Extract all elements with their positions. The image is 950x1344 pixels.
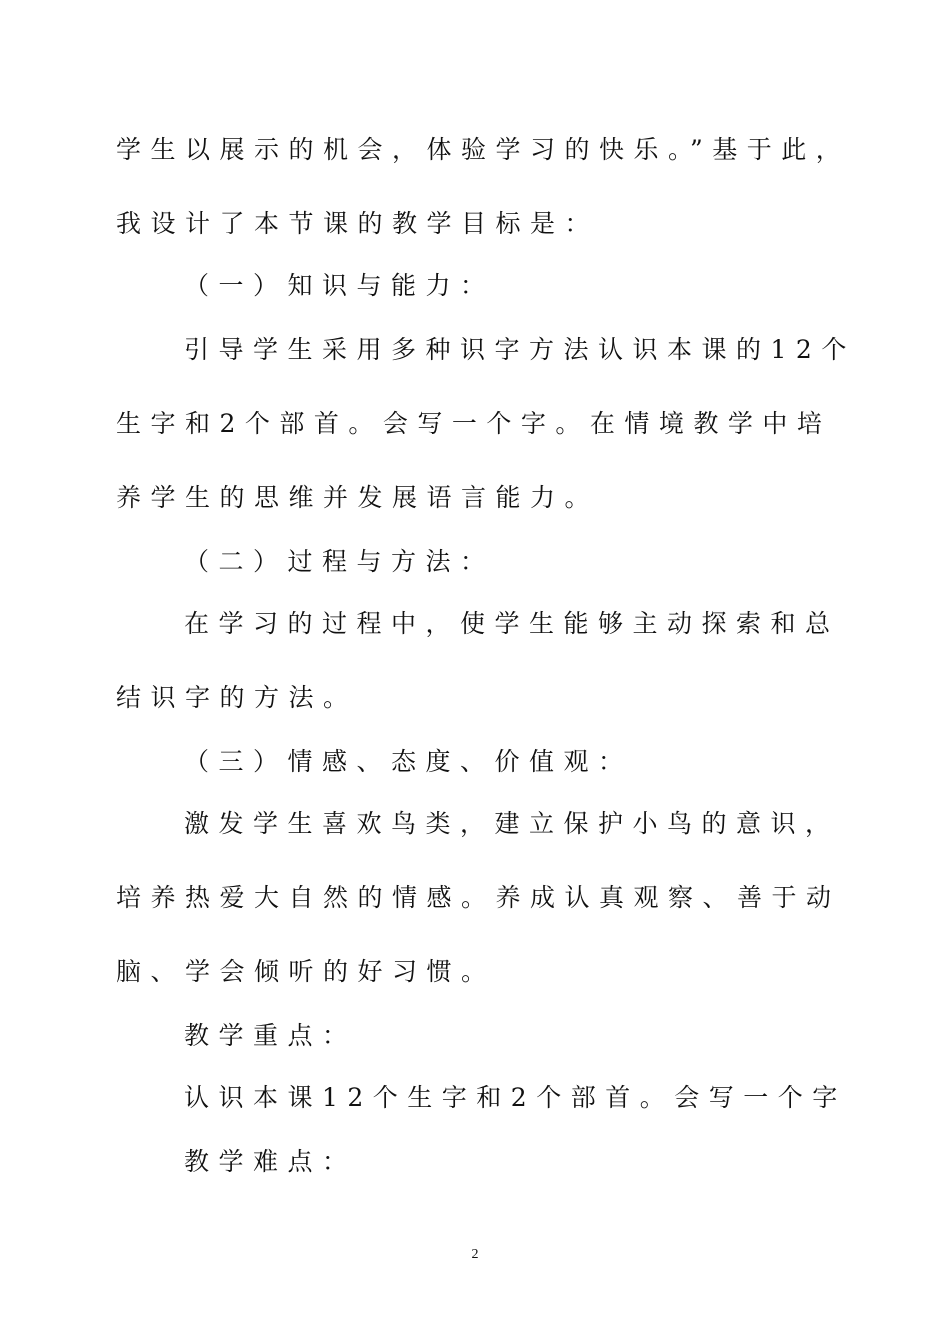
paragraph-line: 学生以展示的机会，体验学习的快乐。”基于此，: [116, 135, 851, 164]
paragraph-line: 培养热爱大自然的情感。养成认真观察、善于动: [116, 883, 841, 912]
paragraph-line: 我设计了本节课的教学目标是：: [116, 209, 600, 238]
section-heading-process: （二）过程与方法：: [184, 547, 495, 576]
paragraph-line: 认识本课12个生字和2个部首。会写一个字: [184, 1083, 847, 1112]
paragraph-line: 养学生的思维并发展语言能力。: [116, 483, 600, 512]
paragraph-line: 结识字的方法。: [116, 683, 358, 712]
paragraph-line: 激发学生喜欢鸟类，建立保护小鸟的意识，: [184, 809, 840, 838]
paragraph-line: 脑、学会倾听的好习惯。: [116, 957, 496, 986]
paragraph-line: 引导学生采用多种识字方法认识本课的12个: [184, 335, 856, 364]
paragraph-line: 在学习的过程中，使学生能够主动探索和总: [184, 609, 840, 638]
paragraph-line: 生字和2个部首。会写一个字。在情境教学中培: [116, 409, 832, 438]
heading-difficult-points: 教学难点：: [184, 1147, 357, 1176]
section-heading-knowledge: （一）知识与能力：: [184, 271, 495, 300]
page-number: 2: [471, 1247, 479, 1262]
heading-key-points: 教学重点：: [184, 1021, 357, 1050]
section-heading-values: （三）情感、态度、价值观：: [184, 747, 633, 776]
